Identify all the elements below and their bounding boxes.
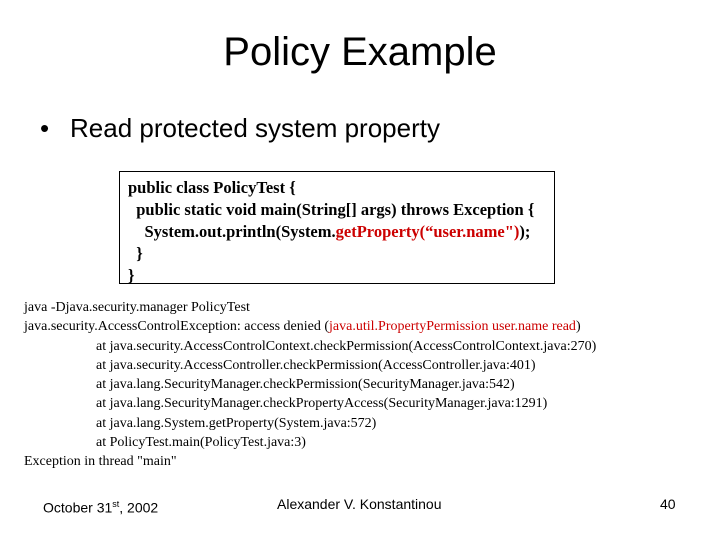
code-line-2: public static void main(String[] args) throws Exception { [128, 200, 535, 219]
code-line-5: } [128, 266, 135, 285]
trace-frame: at PolicyTest.main(PolicyTest.java:3) [96, 435, 306, 451]
footer-date [43, 495, 158, 517]
code-line-3-prefix: System.out.println(System. [128, 222, 336, 241]
bullet-dot-icon: • [40, 113, 50, 143]
footer-date-suffix: , 2002 [119, 499, 159, 516]
trace-final: Exception in thread "main" [24, 454, 177, 470]
trace-frame: at java.security.AccessControlContext.checkPermission(AccessControlContext.java:270) [96, 338, 597, 354]
footer-page-number: 40 [660, 496, 676, 512]
code-line-4: } [128, 244, 143, 263]
code-line-3-suffix: ); [519, 222, 531, 241]
trace-exception [24, 317, 596, 336]
trace-command: java -Djava.security.manager PolicyTest [24, 300, 250, 315]
footer-date-prefix: October 31 [43, 499, 113, 516]
trace-frame: at java.security.AccessController.checkPermission(AccessController.java:401) [96, 357, 536, 373]
stack-trace [24, 298, 596, 472]
trace-frame: at java.lang.SecurityManager.checkPermission(SecurityManager.java:542) [96, 377, 515, 393]
code-line-1: public class PolicyTest { [128, 178, 296, 197]
trace-frame: at java.lang.SecurityManager.checkPropertyAccess(SecurityManager.java:1291) [96, 396, 548, 412]
exception-suffix: ) [575, 319, 581, 335]
bullet-item [40, 112, 440, 144]
trace-frame: at java.lang.System.getProperty(System.java:572) [96, 415, 377, 431]
footer-author: Alexander V. Konstantinou [277, 496, 442, 512]
exception-highlight: java.util.PropertyPermission user.name read [329, 319, 576, 335]
slide-title: Policy Example [223, 30, 497, 74]
code-box [119, 171, 555, 284]
bullet-text: Read protected system property [70, 113, 440, 143]
exception-prefix: java.security.AccessControlException: access denied ( [24, 319, 330, 335]
code-line-3 [128, 221, 554, 243]
code-highlight: getProperty(“user.name") [335, 222, 520, 241]
footer-date-sup: st [112, 499, 120, 509]
